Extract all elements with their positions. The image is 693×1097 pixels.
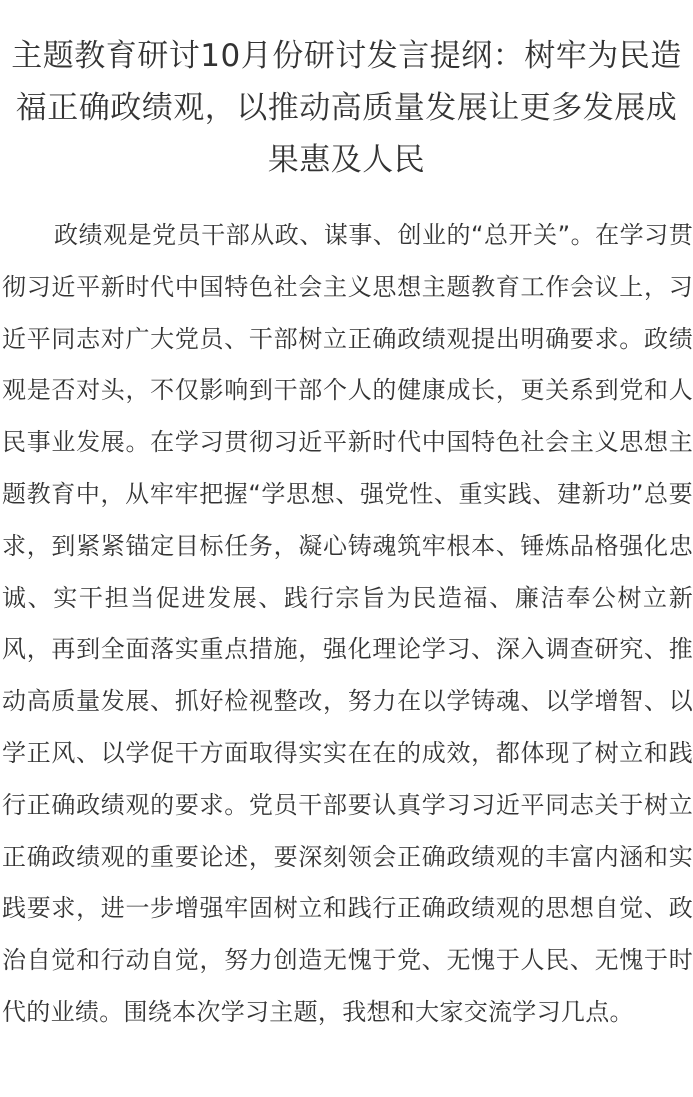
article-paragraph: 政绩观是党员干部从政、谋事、创业的“总开关”。在学习贯彻习近平新时代中国特色社会主义思想主题教育工作会议上，习近平同志对广大党员、干部树立正确政绩观提出明确要求。政绩观是否对头，不仅影响到干部个人的健康成长，更关系到党和人民事业发展。在学习贯彻习近平新时代中国特色社会主义思想主题教育中，从牢牢把握“学思想、强党性、重实践、建新功”总要求，到紧紧锚定目标任务，凝心铸魂筑牢根本、锤炼品格强化忠诚、实干担当促进发展、践行宗旨为民造福、廉洁奉公树立新风，再到全面落实重点措施，强化理论学习、深入调查研究、推动高质量发展、抓好检视整改，努力在以学铸魂、以学增智、以学正风、以学促干方面取得实实在在的成效，都体现了树立和践行正确政绩观的要求。党员干部要认真学习习近平同志关于树立正确政绩观的重要论述，要深刻领会正确政绩观的丰富内涵和实践要求，进一步增强牢固树立和践行正确政绩观的思想自觉、政治自觉和行动自觉，努力创造无愧于党、无愧于人民、无愧于时代的业绩。围绕本次学习主题，我想和大家交流学习几点。 — [2, 221, 693, 1026]
article-title: 主题教育研讨10月份研讨发言提纲：树牢为民造福正确政绩观，以推动高质量发展让更多发展成果惠及人民 — [11, 38, 682, 178]
